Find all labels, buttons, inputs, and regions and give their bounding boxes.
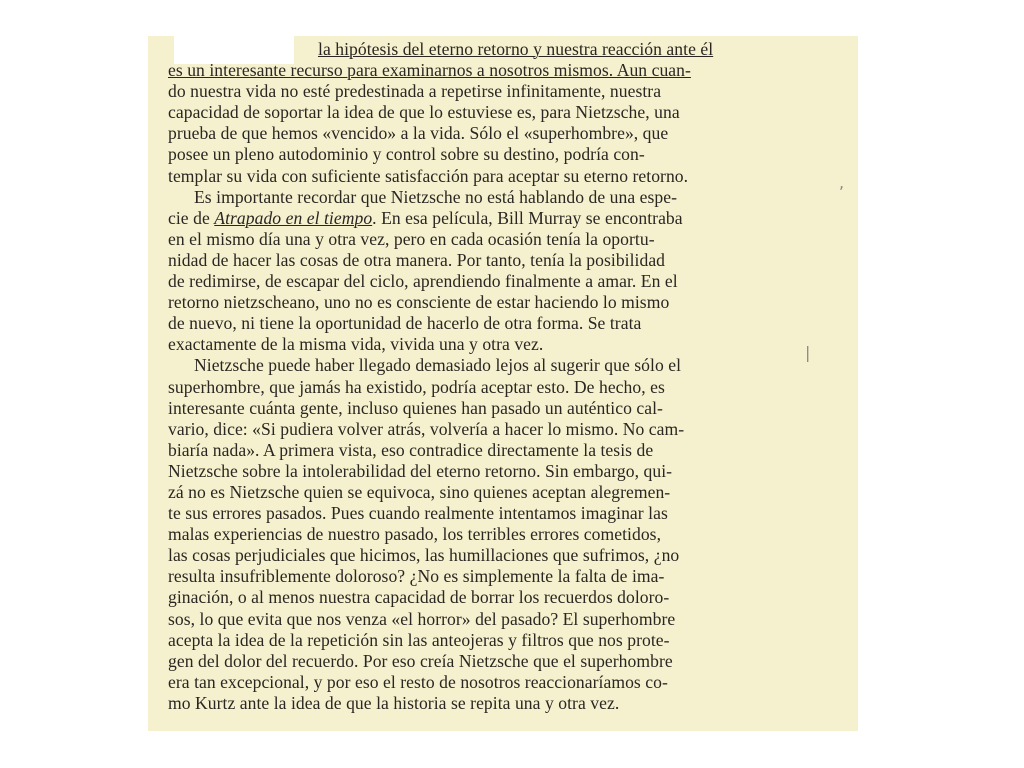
text-line: es un interesante recurso para examinarnos a nosotros mismos. Aun cuan- xyxy=(168,60,691,81)
pencil-margin-mark: | xyxy=(805,343,811,362)
text-line: la hipótesis del eterno retorno y nuestra reacción ante él xyxy=(318,39,714,59)
text-line: retorno nietzscheano, uno no es consciente de estar haciendo lo mismo xyxy=(168,292,670,313)
text-line: te sus errores pasados. Pues cuando realmente intentamos imaginar las xyxy=(168,503,668,524)
text-line-with-title: cie de Atrapado en el tiempo. En esa película, Bill Murray se encontraba xyxy=(168,207,683,228)
pencil-check-mark: , xyxy=(839,173,845,192)
text-line: do nuestra vida no esté predestinada a repetirse infinitamente, nuestra xyxy=(168,81,662,102)
scanned-book-page xyxy=(148,36,858,731)
text-line: Es importante recordar que Nietzsche no está hablando de una espe- xyxy=(194,186,678,207)
paragraph-3 xyxy=(168,355,848,714)
text-line: posee un pleno autodominio y control sobre su destino, podría con- xyxy=(168,144,645,165)
text-line: gen del dolor del recuerdo. Por eso creía Nietzsche que el superhombre xyxy=(168,650,673,671)
text-line: biaría nada». A primera vista, eso contradice directamente la tesis de xyxy=(168,439,654,460)
text-line: capacidad de soportar la idea de que lo estuviese es, para Nietzsche, una xyxy=(168,102,680,123)
paragraph-1 xyxy=(168,39,848,187)
paragraph-2 xyxy=(168,187,848,356)
text-line: en el mismo día una y otra vez, pero en cada ocasión tenía la oportu- xyxy=(168,228,655,249)
text-line: malas experiencias de nuestro pasado, los terribles errores cometidos, xyxy=(168,524,662,545)
text-line: era tan excepcional, y por eso el resto de nosotros reaccionaríamos co- xyxy=(168,671,668,692)
text-line: Nietzsche sobre la intolerabilidad del eterno retorno. Sin embargo, qui- xyxy=(168,460,673,481)
film-title: Atrapado en el tiempo xyxy=(214,207,373,228)
text-line: superhombre, que jamás ha existido, podría aceptar esto. De hecho, es xyxy=(168,376,665,397)
text-line: acepta la idea de la repetición sin las anteojeras y filtros que nos prote- xyxy=(168,629,670,650)
text-line: sos, lo que evita que nos venza «el horror» del pasado? El superhombre xyxy=(168,608,676,629)
text-line: las cosas perjudiciales que hicimos, las humillaciones que sufrimos, ¿no xyxy=(168,545,680,566)
text-line: vario, dice: «Si pudiera volver atrás, volvería a hacer lo mismo. No cam- xyxy=(168,418,685,439)
text-line: de redimirse, de escapar del ciclo, aprendiendo finalmente a amar. En el xyxy=(168,271,678,292)
text-line: resulta insufriblemente doloroso? ¿No es simplemente la falta de ima- xyxy=(168,566,665,587)
page-text xyxy=(168,39,848,714)
text-line: Nietzsche puede haber llegado demasiado lejos al sugerir que sólo el xyxy=(194,355,682,376)
text-line: templar su vida con suficiente satisfacción para aceptar su eterno retorno. xyxy=(168,165,689,186)
text-line: de nuevo, ni tiene la oportunidad de hacerlo de otra forma. Se trata xyxy=(168,313,642,334)
text-line: ginación, o al menos nuestra capacidad de borrar los recuerdos doloro- xyxy=(168,587,670,608)
text-line: exactamente de la misma vida, vivida una y otra vez. xyxy=(168,334,544,355)
text-line: interesante cuánta gente, incluso quienes han pasado un auténtico cal- xyxy=(168,397,663,418)
text-line: prueba de que hemos «vencido» a la vida. Sólo el «superhombre», que xyxy=(168,123,669,144)
text-line: nidad de hacer las cosas de otra manera. Por tanto, tenía la posibilidad xyxy=(168,249,666,270)
text-line: mo Kurtz ante la idea de que la historia se repita una y otra vez. xyxy=(168,692,620,713)
text-line: zá no es Nietzsche quien se equivoca, sino quienes aceptan alegremen- xyxy=(168,481,671,502)
